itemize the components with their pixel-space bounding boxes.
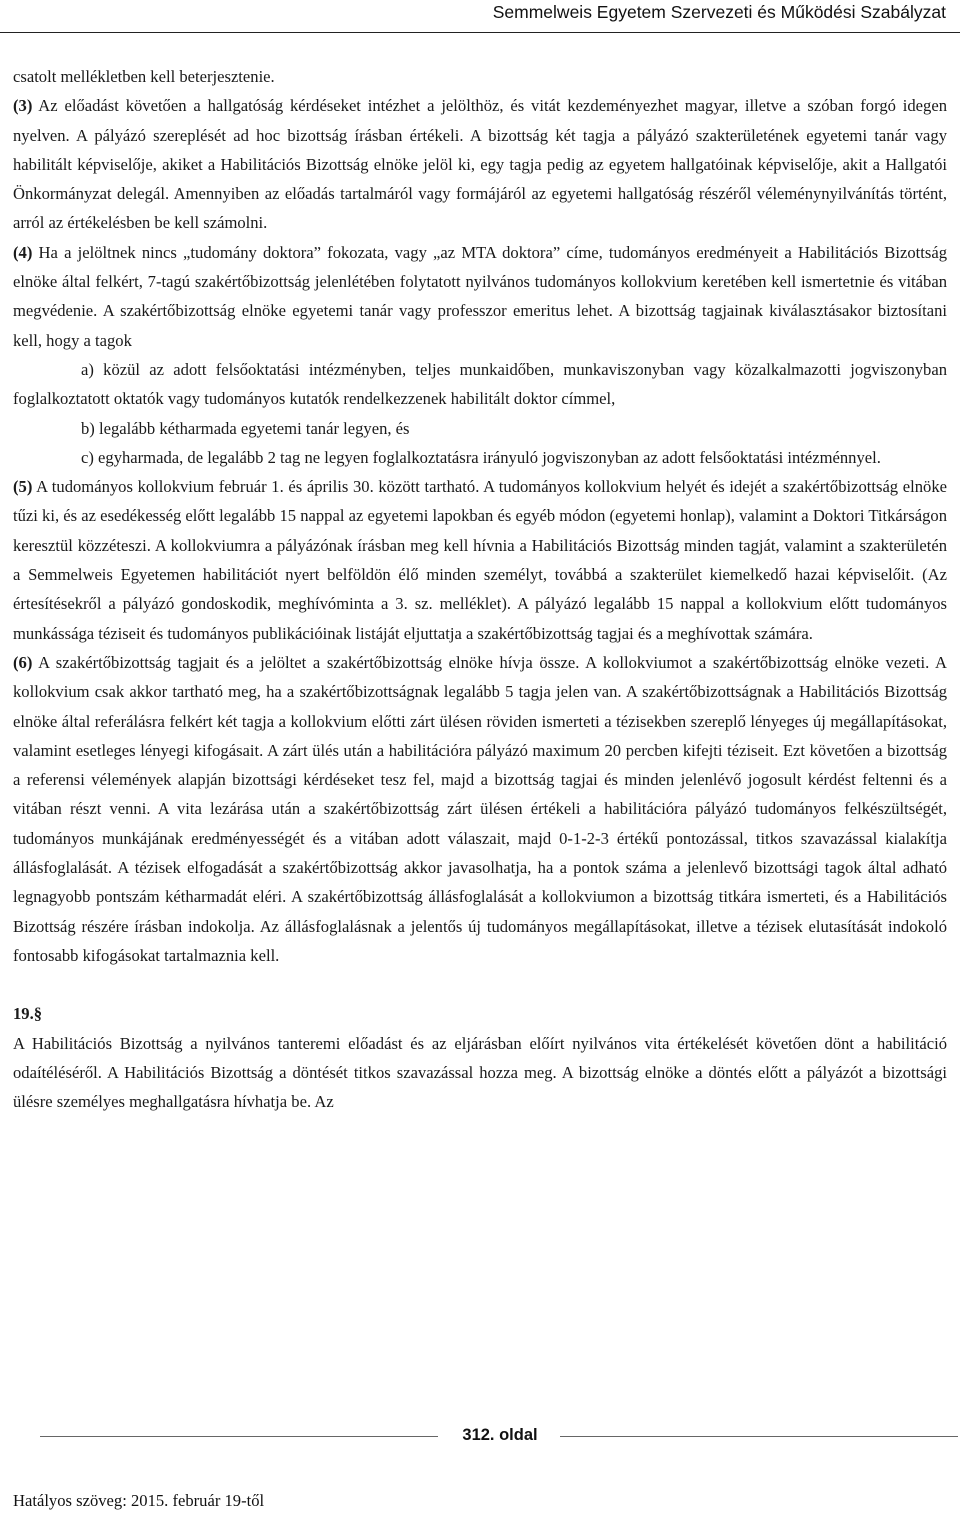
paragraph-text: Az előadást követően a hallgatóság kérdéseket intézhet a jelölthöz, és vitát kezdeményezhet magyar, illetve a szóban forgó idegen nyelven. A pályázó szereplését ad hoc bizottság írásban értékeli. A bizottság két tagja a pályázó szakterületének egyetemi tanár vagy habilitált képviselője, akiket a Habilitációs Bizottság elnöke jelöl ki, egy tagja pedig az egyetem hallgatóinak képviselője, akit a Hallgatói Önkormányzat delegál. Amennyiben az előadás tartalmáról vagy formájáról az egyetemi hallgatóság részéről véleménynyilvánítás történt, arról az értékelésben be kell számolni. bbox=[13, 96, 947, 233]
paragraph-5 bbox=[13, 472, 947, 648]
paragraph-number: (3) bbox=[13, 96, 33, 116]
paragraph-text: A szakértőbizottság tagjait és a jelöltet a szakértőbizottság elnöke hívja össze. A kollokviumot a szakértőbizottság elnöke vezeti. A kollokvium csak akkor tartható meg, ha a szakértőbizottságnak legalább 5 tagja jelen van. A szakértőbizottságnak a Habilitációs Bizottság elnöke által referálásra felkért két tagja a kollokvium előtti zárt ülésen röviden ismerteti a tézisekben szereplő lényeges új megállapításokat, valamint esetleges lényegi kifogásait. A zárt ülés után a habilitációra pályázó maximum 20 percben kifejti téziseit. Ezt követően a bizottság a referensi vélemények alapján bizottsági kérdéseket tesz fel, majd a bizottság tagjai és minden jelenlévő jogosult kérdést feltenni és a vitában részt venni. A vita lezárása után a szakértőbizottság zárt ülésen értékeli a habilitációra pályázó tudományos felkészültségét, tudományos munkájának eredményességét és a vitában adott válaszait, majd 0-1-2-3 értékű pontozással, titkos szavazással kialakítja állásfoglalását. A tézisek elfogadását a szakértőbizottság akkor javasolhatja, ha a pontok száma a jelenlevő bizottsági tagok által adható legnagyobb pontszám kétharmadát eléri. A szakértőbizottság állásfoglalását a kollokviumon a bizottság titkára ismerteti, és a Habilitációs Bizottság részére írásban indokolja. Az állásfoglalásnak a jelentős új tudományos megállapításokat, illetve a tézisek elutasítását indokoló fontosabb kifogásokat tartalmaznia kell. bbox=[13, 652, 947, 965]
paragraph-6 bbox=[13, 648, 947, 970]
paragraph-4 bbox=[13, 238, 947, 355]
paragraph-text: A tudományos kollokvium február 1. és április 30. között tartható. A tudományos kollokvium helyét és idejét a szakértőbizottság elnöke tűzi ki, és az esedékesség előtt legalább 15 nappal az egyetemi lapokban és egyéb módon (egyetemi honlap), valamint a Doktori Titkárságon keresztül közzéteszi. A kollokviumra a pályázónak írásban meg kell hívnia a Habilitációs Bizottság minden tagját, valamint a szakterületén a Semmelweis Egyetemen habilitációt nyert belföldön élő minden személyt, továbbá a szakterület kiemelkedő hazai képviselőit. (Az értesítésekről a pályázó gondoskodik, meghívóminta a 3. sz. melléklet). A pályázó legalább 15 nappal a kollokvium előtt tudományos munkássága téziseit és tudományos publikációinak listáját eljuttatja a szakértőbizottság tagjai és a meghívottak számára. bbox=[13, 477, 947, 643]
paragraph-number: (4) bbox=[13, 242, 33, 262]
list-item-c bbox=[13, 443, 947, 472]
section-spacer bbox=[13, 970, 947, 999]
paragraph-3 bbox=[13, 91, 947, 237]
section-19-text: A Habilitációs Bizottság a nyilvános tanteremi előadást és az eljárásban előírt nyilvános vita értékelését követően dönt a habilitáció odaítéléséről. A Habilitációs Bizottság a döntését titkos szavazással hozza meg. A bizottság elnöke a döntés előtt a pályázót a bizottsági ülésre személyes meghallgatásra hívhatja be. Az bbox=[13, 1033, 947, 1112]
paragraph-number: (5) bbox=[13, 477, 33, 497]
section-heading: 19.§ bbox=[13, 1004, 43, 1024]
document-body bbox=[13, 62, 947, 1116]
list-item-text: b) legalább kétharmada egyetemi tanár legyen, és bbox=[81, 418, 410, 438]
page-number: 312. oldal bbox=[462, 1426, 538, 1444]
header-divider bbox=[0, 32, 960, 33]
effective-date-note: Hatályos szöveg: 2015. február 19-től bbox=[13, 1491, 265, 1510]
list-item-text: c) egyharmada, de legalább 2 tag ne legyen foglalkoztatásra irányuló jogviszonyban az adott felsőoktatási intézménnyel. bbox=[81, 447, 881, 467]
list-item-a bbox=[13, 355, 947, 414]
continuation-line: csatolt mellékletben kell beterjesztenie. bbox=[13, 67, 275, 86]
document-title: Semmelweis Egyetem Szervezeti és Működési Szabályzat bbox=[492, 2, 946, 22]
paragraph-number: (6) bbox=[13, 652, 33, 672]
page-header bbox=[0, 0, 960, 44]
list-item-text: a) közül az adott felsőoktatási intézményben, teljes munkaidőben, munkaviszonyban vagy közalkalmazotti jogviszonyban foglalkoztatott oktatók vagy tudományos kutatók rendelkezzenek habilitált doktor címmel, bbox=[13, 359, 947, 409]
paragraph-text: Ha a jelöltnek nincs „tudomány doktora” fokozata, vagy „az MTA doktora” címe, tudományos eredményeit a Habilitációs Bizottság elnöke által felkért, 7-tagú szakértőbizottság jelenlétében folytatott nyilvános tudományos kollokvium keretében kell ismertetnie és vitában megvédenie. A szakértőbizottság elnöke egyetemi tanár vagy professzor emeritus lehet. A bizottság tagjainak kiválasztásakor biztosítani kell, hogy a tagok bbox=[13, 242, 947, 350]
list-item-b bbox=[13, 414, 947, 443]
